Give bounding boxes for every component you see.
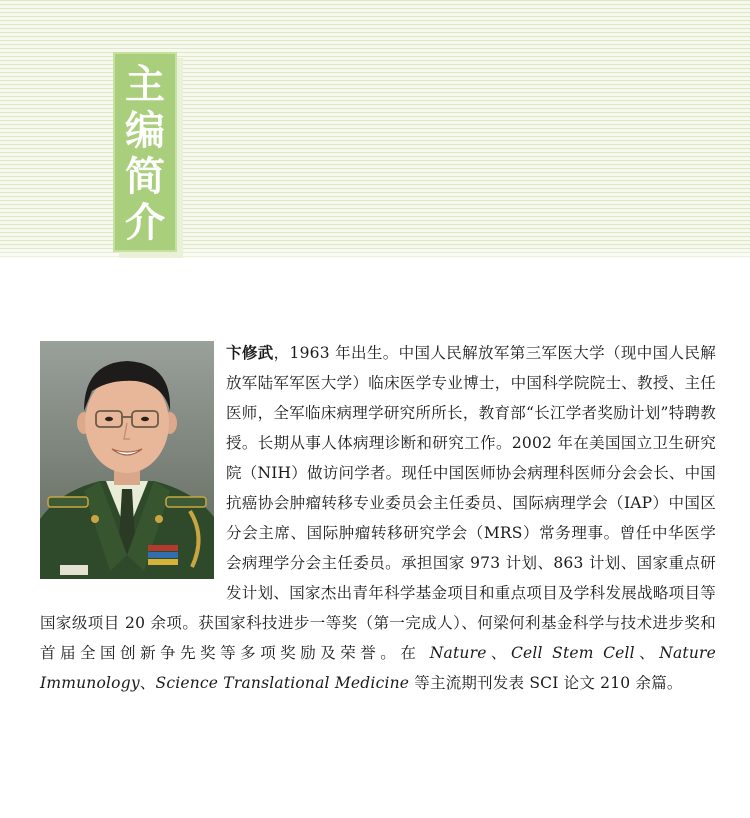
journal-name: Science Translational Medicine — [155, 674, 410, 692]
journal-separator: 、 — [139, 674, 156, 692]
journal-name: Nature — [429, 644, 487, 662]
section-title-char: 简 — [125, 154, 165, 200]
photo-text-wrap-space — [40, 338, 226, 586]
journal-name: Nature Immunology — [40, 644, 716, 692]
section-title-char: 主 — [125, 62, 165, 108]
bio-text-part1: ，1963 年出生。中国人民解放军第三军医大学（现中国人民解放军陆军军医大学）临床医学专业博士，中国科学院院士、教授、主任医师，全军临床病理学研究所所长，教育部“长江学者奖励计划”特聘教授。长期从事人体病理诊断和研究工作。2002 年在美国国立卫生研究院（NIH）做访问学者。现任中国医师协会病理科医师分会会长、中国抗癌协会肿瘤转移专业委员会主任委员、国际病理学会（IAP）中国区分会主席、国际肿瘤转移研究学会（MRS）常务理事。曾任中华医学会病理学分会主任委员。承担国家 973 计划、863 计划、国家重点研发计划、国家杰出青年科学基金项目和重点项目及学科发展战略项目等国家级项目 20 余项。获国家科技进步一等奖（第一完成人）、何梁何利基金科学与技术进步奖和首届全国创新争先奖等多项奖励及荣誉。在 — [40, 344, 716, 662]
editor-biography — [40, 338, 716, 698]
editor-name: 卞修武 — [226, 343, 274, 362]
journal-name: Cell Stem Cell — [510, 644, 635, 662]
section-title-char: 编 — [125, 108, 165, 154]
section-title-char: 介 — [125, 200, 165, 246]
journal-separator: 、 — [486, 644, 511, 662]
bio-text-part2: 等主流期刊发表 SCI 论文 210 余篇。 — [409, 674, 683, 692]
journal-separator: 、 — [634, 644, 660, 662]
section-title-plate — [113, 52, 177, 252]
section-title — [115, 62, 175, 246]
